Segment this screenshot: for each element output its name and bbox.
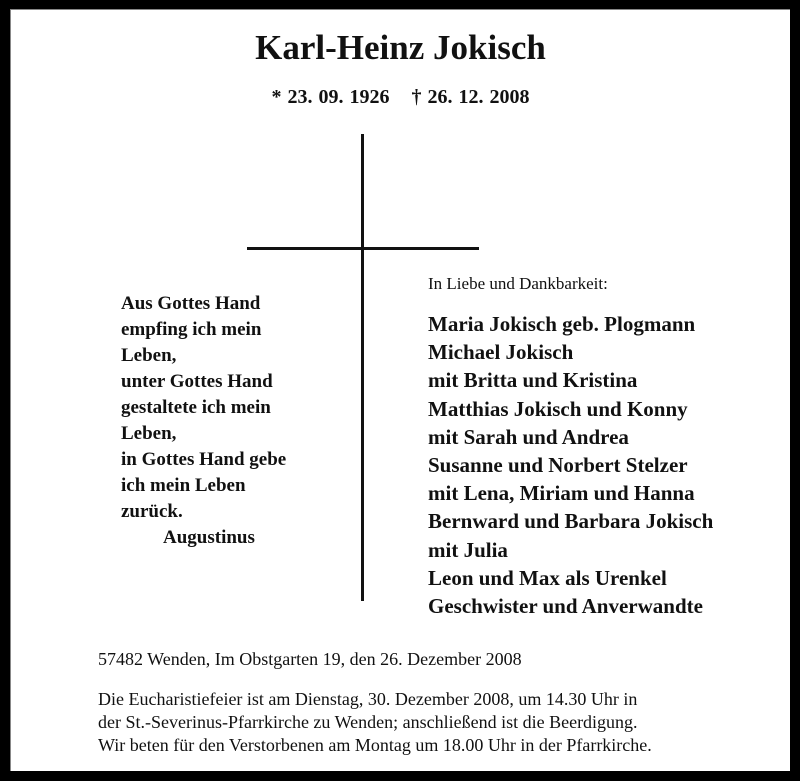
life-dates: [11, 86, 790, 109]
service-line: Wir beten für den Verstorbenen am Montag um 18.00 Uhr in der Pfarrkirche.: [98, 735, 652, 755]
address-line: 57482 Wenden, Im Obstgarten 19, den 26. Dezember 2008: [98, 649, 522, 669]
poem-line: gestaltete ich mein: [121, 397, 271, 418]
mourner: Geschwister und Anverwandte: [428, 594, 703, 619]
poem-line: unter Gottes Hand: [121, 371, 273, 392]
service-line: Die Eucharistiefeier ist am Dienstag, 30. Dezember 2008, um 14.30 Uhr in: [98, 689, 638, 709]
poem-line: ich mein Leben: [121, 475, 246, 496]
mourner: Matthias Jokisch und Konny: [428, 396, 688, 421]
mourner: Maria Jokisch geb. Plogmann: [428, 312, 696, 336]
deceased-name: Karl-Heinz Jokisch: [255, 28, 546, 67]
mourner: mit Lena, Miriam und Hanna: [428, 481, 695, 506]
service-line: der St.-Severinus-Pfarrkirche zu Wenden; anschließend ist die Beerdigung.: [98, 712, 638, 732]
mourner: mit Julia: [428, 537, 508, 562]
mourners-list: [428, 310, 713, 620]
death-date: † 26. 12. 2008: [411, 86, 530, 108]
poem-line: zurück.: [121, 501, 183, 522]
service-info: [98, 688, 652, 757]
mourner: mit Sarah und Andrea: [428, 424, 629, 449]
obituary-notice: [10, 9, 790, 771]
poem-author: Augustinus: [163, 527, 255, 548]
mourners-intro: In Liebe und Dankbarkeit:: [428, 274, 608, 293]
mourner: Michael Jokisch: [428, 340, 574, 365]
poem-line: Leben,: [121, 423, 177, 444]
poem-line: in Gottes Hand gebe: [121, 449, 287, 470]
poem: [121, 291, 286, 551]
mourner: Bernward und Barbara Jokisch: [428, 509, 714, 534]
mourner: mit Britta und Kristina: [428, 368, 638, 393]
poem-line: Aus Gottes Hand: [121, 293, 261, 314]
mourner: Susanne und Norbert Stelzer: [428, 453, 688, 478]
mourner: Leon und Max als Urenkel: [428, 565, 667, 590]
poem-line: empfing ich mein: [121, 319, 262, 340]
cross-icon: [361, 134, 364, 601]
birth-date: * 23. 09. 1926: [271, 86, 390, 108]
cross-icon-crossbar: [247, 247, 479, 250]
poem-line: Leben,: [121, 345, 177, 366]
